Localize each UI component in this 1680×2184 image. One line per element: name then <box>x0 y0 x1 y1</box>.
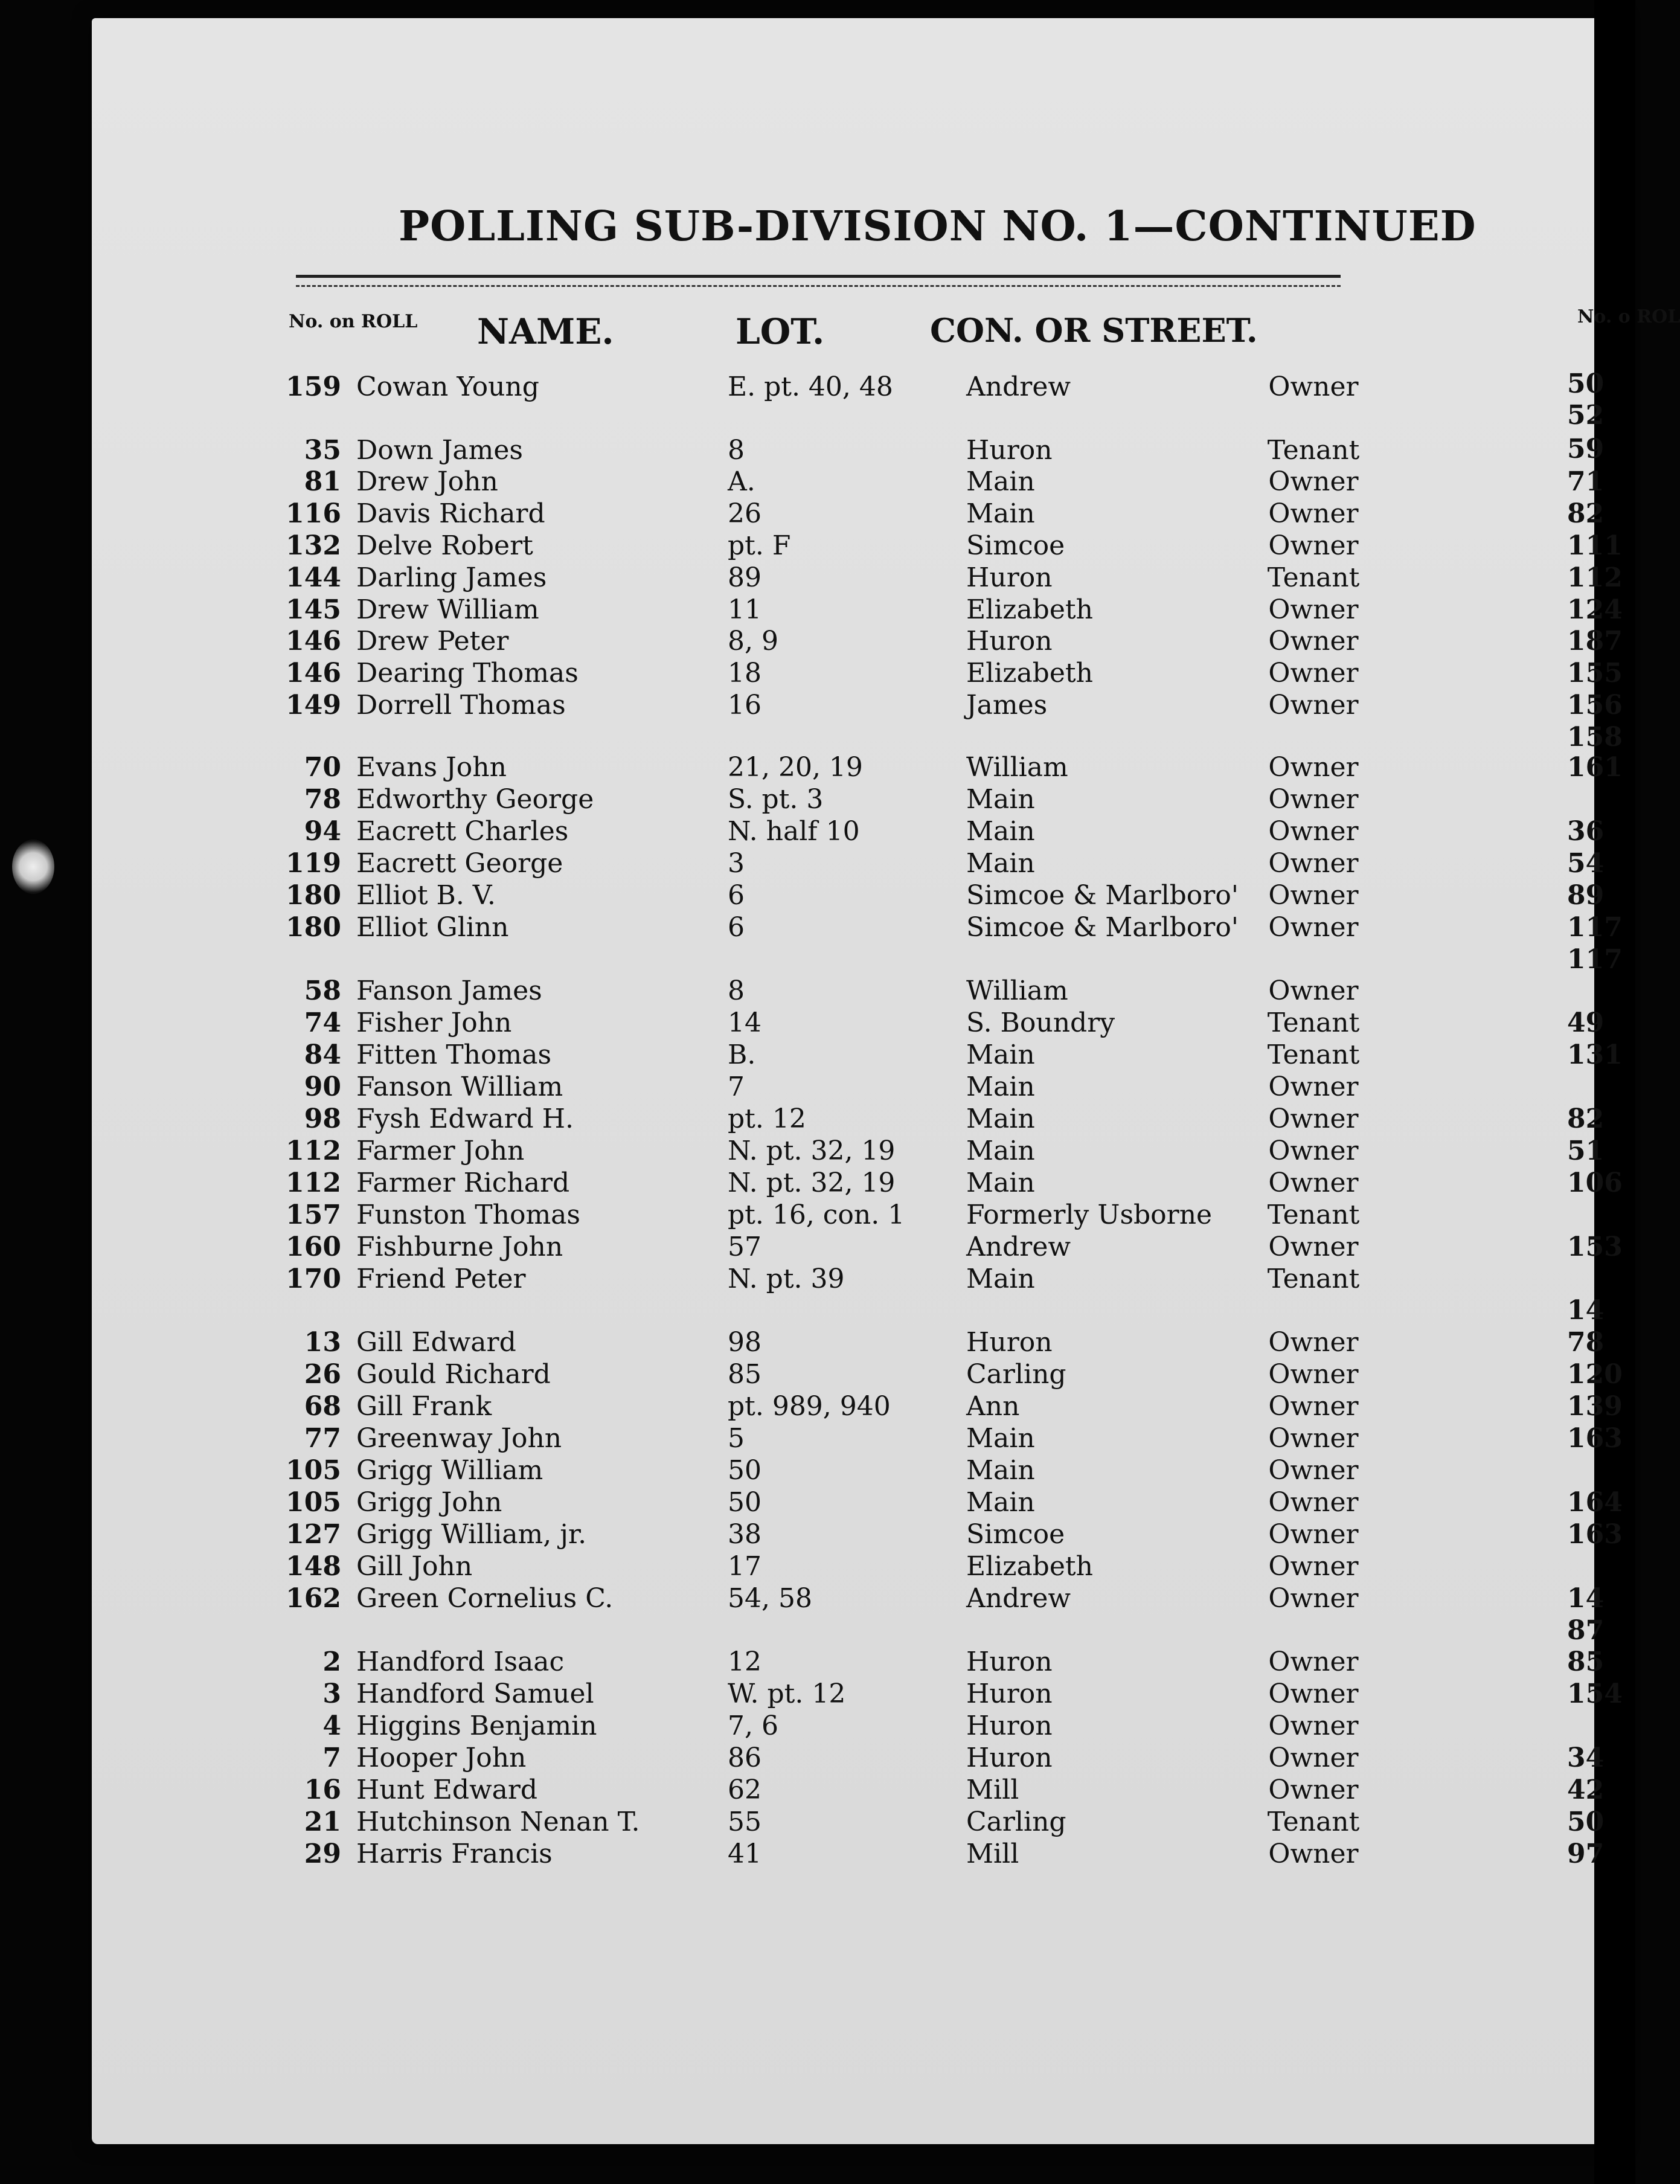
table-row <box>0 1519 1407 1550</box>
title-rule <box>296 275 1341 287</box>
con-or-street: Main <box>966 1167 1035 1198</box>
tenure-status: Owner <box>1268 626 1359 657</box>
lot-number: 3 <box>728 848 745 879</box>
voter-name: Delve Robert <box>356 530 533 561</box>
tenure-status: Owner <box>1268 1583 1359 1614</box>
table-row <box>0 562 1407 594</box>
voter-name: Greenway John <box>356 1423 562 1454</box>
table-row <box>0 466 1407 498</box>
lot-number: 38 <box>728 1519 761 1550</box>
con-or-street: Main <box>966 1423 1035 1454</box>
con-or-street: Simcoe <box>966 530 1065 561</box>
con-or-street: Andrew <box>966 1232 1071 1262</box>
voter-name: Hunt Edward <box>356 1774 538 1805</box>
table-row <box>0 530 1407 562</box>
roll-number: 132 <box>286 530 341 561</box>
table-row <box>0 880 1407 911</box>
tenure-status: Owner <box>1268 816 1359 847</box>
roll-number: 90 <box>304 1071 341 1102</box>
roll-number: 180 <box>286 880 341 911</box>
con-or-street: Main <box>966 848 1035 879</box>
table-row <box>0 848 1407 879</box>
voter-name: Eacrett Charles <box>356 816 569 847</box>
table-row <box>0 1807 1407 1838</box>
roll-number: 157 <box>286 1200 341 1230</box>
voter-name: Hooper John <box>356 1742 527 1773</box>
con-or-street: Main <box>966 498 1035 529</box>
tenure-status: Owner <box>1268 752 1359 783</box>
lot-number: 54, 58 <box>728 1583 812 1614</box>
roll-number: 112 <box>286 1167 341 1198</box>
lot-number: 62 <box>728 1774 761 1805</box>
roll-number: 78 <box>304 784 341 815</box>
voter-name: Funston Thomas <box>356 1200 580 1230</box>
voter-name: Dorrell Thomas <box>356 690 566 721</box>
roll-number: 148 <box>286 1551 341 1582</box>
con-or-street: Huron <box>966 562 1053 593</box>
lot-number: W. pt. 12 <box>728 1678 846 1709</box>
voter-name: Grigg William <box>356 1455 543 1486</box>
tenure-status: Owner <box>1268 1135 1359 1166</box>
next-page-roll-number: 71 <box>1567 466 1605 497</box>
next-page-roll-number: 124 <box>1567 594 1623 625</box>
next-page-roll-number: 153 <box>1567 1232 1623 1262</box>
tenure-status: Owner <box>1268 371 1359 402</box>
con-or-street: Main <box>966 784 1035 815</box>
table-row <box>0 1742 1407 1774</box>
table-row <box>0 626 1407 657</box>
tenure-status: Owner <box>1268 1551 1359 1582</box>
con-or-street: Main <box>966 816 1035 847</box>
next-page-roll-number: 161 <box>1567 752 1623 783</box>
voter-name: Edworthy George <box>356 784 594 815</box>
tenure-status: Tenant <box>1267 1807 1360 1837</box>
con-or-street: S. Boundry <box>966 1007 1115 1038</box>
next-page-roll-number: 117 <box>1567 912 1623 943</box>
next-page-roll-number: 139 <box>1567 1391 1623 1422</box>
tenure-status: Tenant <box>1267 1200 1360 1230</box>
next-page-roll-number: 50 <box>1567 368 1605 399</box>
next-page-roll-number: 187 <box>1567 626 1623 657</box>
lot-number: 6 <box>728 880 745 911</box>
next-page-roll-number: 36 <box>1567 816 1605 847</box>
voter-name: Grigg William, jr. <box>356 1519 587 1550</box>
lot-number: 14 <box>728 1007 761 1038</box>
next-page-roll-number: 131 <box>1567 1039 1623 1070</box>
roll-number: 2 <box>322 1646 341 1677</box>
con-or-street: Main <box>966 466 1035 497</box>
roll-number: 145 <box>286 594 341 625</box>
table-row <box>0 1264 1407 1295</box>
roll-number: 35 <box>304 435 341 466</box>
lot-number: B. <box>728 1039 756 1070</box>
lot-number: 5 <box>728 1423 745 1454</box>
tenure-status: Tenant <box>1267 1007 1360 1038</box>
table-row <box>0 1071 1407 1103</box>
lot-number: 26 <box>728 498 761 529</box>
roll-number: 149 <box>286 690 341 721</box>
lot-number: 17 <box>728 1551 761 1582</box>
lot-number: 8 <box>728 975 745 1006</box>
lot-number: 89 <box>728 562 761 593</box>
con-or-street: Simcoe & Marlboro' <box>966 880 1239 911</box>
con-or-street: Andrew <box>966 1583 1071 1614</box>
voter-name: Fitten Thomas <box>356 1039 552 1070</box>
lot-number: 50 <box>728 1487 761 1518</box>
table-row <box>0 1391 1407 1422</box>
roll-number: 77 <box>304 1423 341 1454</box>
roll-number: 68 <box>304 1391 341 1422</box>
con-or-street: William <box>966 752 1068 783</box>
next-page-roll-number: 82 <box>1567 1103 1605 1134</box>
table-row <box>0 1710 1407 1742</box>
tenure-status: Owner <box>1268 1678 1359 1709</box>
tenure-status: Tenant <box>1267 435 1360 466</box>
next-page-roll-number: 14 <box>1567 1295 1605 1326</box>
next-page-roll-number: 97 <box>1567 1839 1605 1869</box>
lot-number: pt. 16, con. 1 <box>728 1200 905 1230</box>
voter-name: Higgins Benjamin <box>356 1710 597 1741</box>
header-name: NAME. <box>477 311 614 352</box>
con-or-street: Main <box>966 1135 1035 1166</box>
table-row <box>0 1551 1407 1582</box>
next-page-roll-number: 87 <box>1567 1615 1605 1646</box>
voter-name: Darling James <box>356 562 547 593</box>
table-row <box>0 1678 1407 1710</box>
con-or-street: Carling <box>966 1807 1066 1837</box>
voter-name: Elliot B. V. <box>356 880 496 911</box>
next-page-roll-number: 50 <box>1567 1807 1605 1837</box>
table-row <box>0 912 1407 943</box>
roll-number: 16 <box>304 1774 341 1805</box>
lot-number: S. pt. 3 <box>728 784 824 815</box>
roll-number: 26 <box>304 1359 341 1390</box>
roll-number: 105 <box>286 1455 341 1486</box>
con-or-street: Main <box>966 1039 1035 1070</box>
lot-number: 6 <box>728 912 745 943</box>
lot-number: pt. 989, 940 <box>728 1391 891 1422</box>
voter-name: Fysh Edward H. <box>356 1103 574 1134</box>
roll-number: 98 <box>304 1103 341 1134</box>
voter-name: Gill John <box>356 1551 473 1582</box>
roll-number: 116 <box>286 498 341 529</box>
voter-name: Grigg John <box>356 1487 502 1518</box>
next-page-roll-number: 163 <box>1567 1519 1623 1550</box>
lot-number: A. <box>728 466 755 497</box>
voter-name: Farmer Richard <box>356 1167 570 1198</box>
table-row <box>0 1774 1407 1806</box>
next-page-roll-number: 154 <box>1567 1678 1623 1709</box>
lot-number: 7, 6 <box>728 1710 778 1741</box>
next-page-roll-number: 78 <box>1567 1327 1605 1358</box>
lot-number: pt. 12 <box>728 1103 806 1134</box>
table-row <box>0 784 1407 815</box>
voter-name: Gill Edward <box>356 1327 516 1358</box>
roll-number: 84 <box>304 1039 341 1070</box>
table-row <box>0 1455 1407 1486</box>
roll-number: 170 <box>286 1264 341 1294</box>
voter-name: Fanson James <box>356 975 542 1006</box>
next-page-roll-number: 117 <box>1567 944 1623 975</box>
roll-number: 144 <box>286 562 341 593</box>
table-row <box>0 1135 1407 1167</box>
tenure-status: Owner <box>1268 530 1359 561</box>
voter-name: Handford Samuel <box>356 1678 594 1709</box>
voter-name: Cowan Young <box>356 371 539 402</box>
header-con-or-street: CON. OR STREET. <box>930 311 1258 350</box>
tenure-status: Tenant <box>1267 1039 1360 1070</box>
roll-number: 81 <box>304 466 341 497</box>
con-or-street: Andrew <box>966 371 1071 402</box>
header-lot: LOT. <box>736 311 825 352</box>
tenure-status: Owner <box>1268 1742 1359 1773</box>
con-or-street: Huron <box>966 1646 1053 1677</box>
tenure-status: Owner <box>1268 1423 1359 1454</box>
next-page-roll-number: 156 <box>1567 690 1623 721</box>
voter-name: Drew William <box>356 594 539 625</box>
lot-number: 50 <box>728 1455 761 1486</box>
roll-number: 3 <box>322 1678 341 1709</box>
con-or-street: Main <box>966 1071 1035 1102</box>
table-row <box>0 1487 1407 1518</box>
lot-number: 16 <box>728 690 761 721</box>
header-roll: No. on ROLL <box>289 311 418 332</box>
table-row <box>0 594 1407 626</box>
lot-number: 57 <box>728 1232 761 1262</box>
voter-name: Fanson William <box>356 1071 563 1102</box>
next-page-roll-number: 112 <box>1567 562 1623 593</box>
roll-number: 70 <box>304 752 341 783</box>
table-row <box>0 658 1407 689</box>
con-or-street: Carling <box>966 1359 1066 1390</box>
next-page-roll-number: 34 <box>1567 1742 1605 1773</box>
tenure-status: Owner <box>1268 912 1359 943</box>
lot-number: E. pt. 40, 48 <box>728 371 893 402</box>
roll-number: 4 <box>322 1710 341 1741</box>
voter-name: Handford Isaac <box>356 1646 565 1677</box>
table-row <box>0 1103 1407 1135</box>
table-row <box>0 1200 1407 1231</box>
tenure-status: Owner <box>1268 1455 1359 1486</box>
roll-number: 13 <box>304 1327 341 1358</box>
roll-number: 162 <box>286 1583 341 1614</box>
con-or-street: Simcoe <box>966 1519 1065 1550</box>
voter-name: Harris Francis <box>356 1839 553 1869</box>
roll-number: 74 <box>304 1007 341 1038</box>
con-or-street: Main <box>966 1455 1035 1486</box>
con-or-street: Huron <box>966 1327 1053 1358</box>
roll-number: 105 <box>286 1487 341 1518</box>
tenure-status: Owner <box>1268 1839 1359 1869</box>
con-or-street: Main <box>966 1487 1035 1518</box>
voter-name: Hutchinson Nenan T. <box>356 1807 640 1837</box>
con-or-street: Mill <box>966 1774 1019 1805</box>
roll-number: 94 <box>304 816 341 847</box>
con-or-street: Huron <box>966 1710 1053 1741</box>
lot-number: pt. F <box>728 530 791 561</box>
tenure-status: Owner <box>1268 1071 1359 1102</box>
con-or-street: Main <box>966 1103 1035 1134</box>
next-page-roll-number: 158 <box>1567 722 1623 753</box>
roll-number: 119 <box>286 848 341 879</box>
con-or-street: Ann <box>966 1391 1020 1422</box>
roll-number: 180 <box>286 912 341 943</box>
tenure-status: Owner <box>1268 1359 1359 1390</box>
roll-number: 146 <box>286 626 341 657</box>
next-page-roll-number: 164 <box>1567 1487 1623 1518</box>
con-or-street: Formerly Usborne <box>966 1200 1213 1230</box>
next-page-roll-number: 106 <box>1567 1167 1623 1198</box>
roll-number: 160 <box>286 1232 341 1262</box>
tenure-status: Owner <box>1268 1103 1359 1134</box>
tenure-status: Owner <box>1268 690 1359 721</box>
lot-number: N. pt. 32, 19 <box>728 1135 896 1166</box>
next-page-roll-number: 163 <box>1567 1423 1623 1454</box>
tenure-status: Tenant <box>1267 1264 1360 1294</box>
roll-number: 159 <box>286 371 341 402</box>
lot-number: N. pt. 39 <box>728 1264 845 1294</box>
tenure-status: Owner <box>1268 848 1359 879</box>
con-or-street: Elizabeth <box>966 1551 1093 1582</box>
lot-number: 21, 20, 19 <box>728 752 863 783</box>
voter-name: Fishburne John <box>356 1232 563 1262</box>
table-row <box>0 1583 1407 1614</box>
con-or-street: Main <box>966 1264 1035 1294</box>
table-row <box>0 1839 1407 1870</box>
table-row <box>0 752 1407 783</box>
lot-number: 12 <box>728 1646 761 1677</box>
con-or-street: Huron <box>966 1742 1053 1773</box>
next-page-roll-number: 89 <box>1567 880 1605 911</box>
voter-name: Dearing Thomas <box>356 658 579 689</box>
voter-name: Down James <box>356 435 523 466</box>
tenure-status: Owner <box>1268 1646 1359 1677</box>
tenure-status: Owner <box>1268 1391 1359 1422</box>
next-page-roll-number: 14 <box>1567 1583 1605 1614</box>
next-page-roll-number: 120 <box>1567 1359 1623 1390</box>
lot-number: N. half 10 <box>728 816 860 847</box>
roll-number: 127 <box>286 1519 341 1550</box>
table-row <box>0 1039 1407 1071</box>
lot-number: 7 <box>728 1071 745 1102</box>
voter-name: Green Cornelius C. <box>356 1583 614 1614</box>
voter-name: Elliot Glinn <box>356 912 509 943</box>
table-row <box>0 1359 1407 1390</box>
next-page-roll-number: 155 <box>1567 658 1623 689</box>
voter-name: Friend Peter <box>356 1264 526 1294</box>
voter-name: Farmer John <box>356 1135 525 1166</box>
lot-number: 8, 9 <box>728 626 778 657</box>
con-or-street: Huron <box>966 626 1053 657</box>
tenure-status: Owner <box>1268 658 1359 689</box>
roll-number: 29 <box>304 1839 341 1869</box>
tenure-status: Owner <box>1268 498 1359 529</box>
tenure-status: Tenant <box>1267 562 1360 593</box>
con-or-street: James <box>966 690 1048 721</box>
con-or-street: William <box>966 975 1068 1006</box>
next-page-roll-number: 82 <box>1567 498 1605 529</box>
voter-name: Gould Richard <box>356 1359 551 1390</box>
lot-number: N. pt. 32, 19 <box>728 1167 896 1198</box>
lot-number: 41 <box>728 1839 761 1869</box>
con-or-street: Elizabeth <box>966 658 1093 689</box>
con-or-street: Huron <box>966 1678 1053 1709</box>
tenure-status: Owner <box>1268 880 1359 911</box>
table-row <box>0 1423 1407 1454</box>
con-or-street: Simcoe & Marlboro' <box>966 912 1239 943</box>
table-row <box>0 1327 1407 1358</box>
table-row <box>0 1232 1407 1263</box>
page-title: POLLING SUB-DIVISION NO. 1—CONTINUED <box>399 202 1476 251</box>
tenure-status: Owner <box>1268 1167 1359 1198</box>
roll-number: 7 <box>322 1742 341 1773</box>
lot-number: 86 <box>728 1742 761 1773</box>
next-page-roll-number: 85 <box>1567 1646 1605 1677</box>
voter-name: Drew John <box>356 466 498 497</box>
next-page-roll-number: 59 <box>1567 434 1605 464</box>
tenure-status: Owner <box>1268 784 1359 815</box>
tenure-status: Owner <box>1268 1232 1359 1262</box>
con-or-street: Mill <box>966 1839 1019 1869</box>
tenure-status: Owner <box>1268 1519 1359 1550</box>
lot-number: 85 <box>728 1359 761 1390</box>
voter-name: Evans John <box>356 752 507 783</box>
next-page-roll-number: 54 <box>1567 848 1605 879</box>
table-row <box>0 435 1407 466</box>
voter-name: Fisher John <box>356 1007 512 1038</box>
roll-number: 112 <box>286 1135 341 1166</box>
next-page-roll-number: 52 <box>1567 400 1605 431</box>
voter-name: Eacrett George <box>356 848 563 879</box>
table-row <box>0 816 1407 847</box>
con-or-street: Elizabeth <box>966 594 1093 625</box>
roll-number: 146 <box>286 658 341 689</box>
lot-number: 18 <box>728 658 761 689</box>
con-or-street: Huron <box>966 435 1053 466</box>
table-row <box>0 371 1407 403</box>
tenure-status: Owner <box>1268 1710 1359 1741</box>
roll-number: 58 <box>304 975 341 1006</box>
lot-number: 98 <box>728 1327 761 1358</box>
table-row <box>0 975 1407 1007</box>
roll-number: 21 <box>304 1807 341 1837</box>
tenure-status: Owner <box>1268 466 1359 497</box>
lot-number: 8 <box>728 435 745 466</box>
next-page-roll-number: 49 <box>1567 1007 1605 1038</box>
tenure-status: Owner <box>1268 1774 1359 1805</box>
voter-name: Davis Richard <box>356 498 545 529</box>
tenure-status: Owner <box>1268 975 1359 1006</box>
table-row <box>0 1646 1407 1678</box>
lot-number: 11 <box>728 594 761 625</box>
next-page-roll-number: 111 <box>1567 530 1623 561</box>
voter-name: Drew Peter <box>356 626 509 657</box>
tenure-status: Owner <box>1268 1487 1359 1518</box>
table-row <box>0 1167 1407 1199</box>
header-next-page-roll: No. o ROL <box>1577 306 1680 327</box>
table-row <box>0 1007 1407 1039</box>
table-row <box>0 690 1407 721</box>
next-page-roll-number: 42 <box>1567 1774 1605 1805</box>
voter-name: Gill Frank <box>356 1391 492 1422</box>
tenure-status: Owner <box>1268 594 1359 625</box>
table-row <box>0 498 1407 530</box>
tenure-status: Owner <box>1268 1327 1359 1358</box>
next-page-roll-number: 51 <box>1567 1135 1605 1166</box>
lot-number: 55 <box>728 1807 761 1837</box>
